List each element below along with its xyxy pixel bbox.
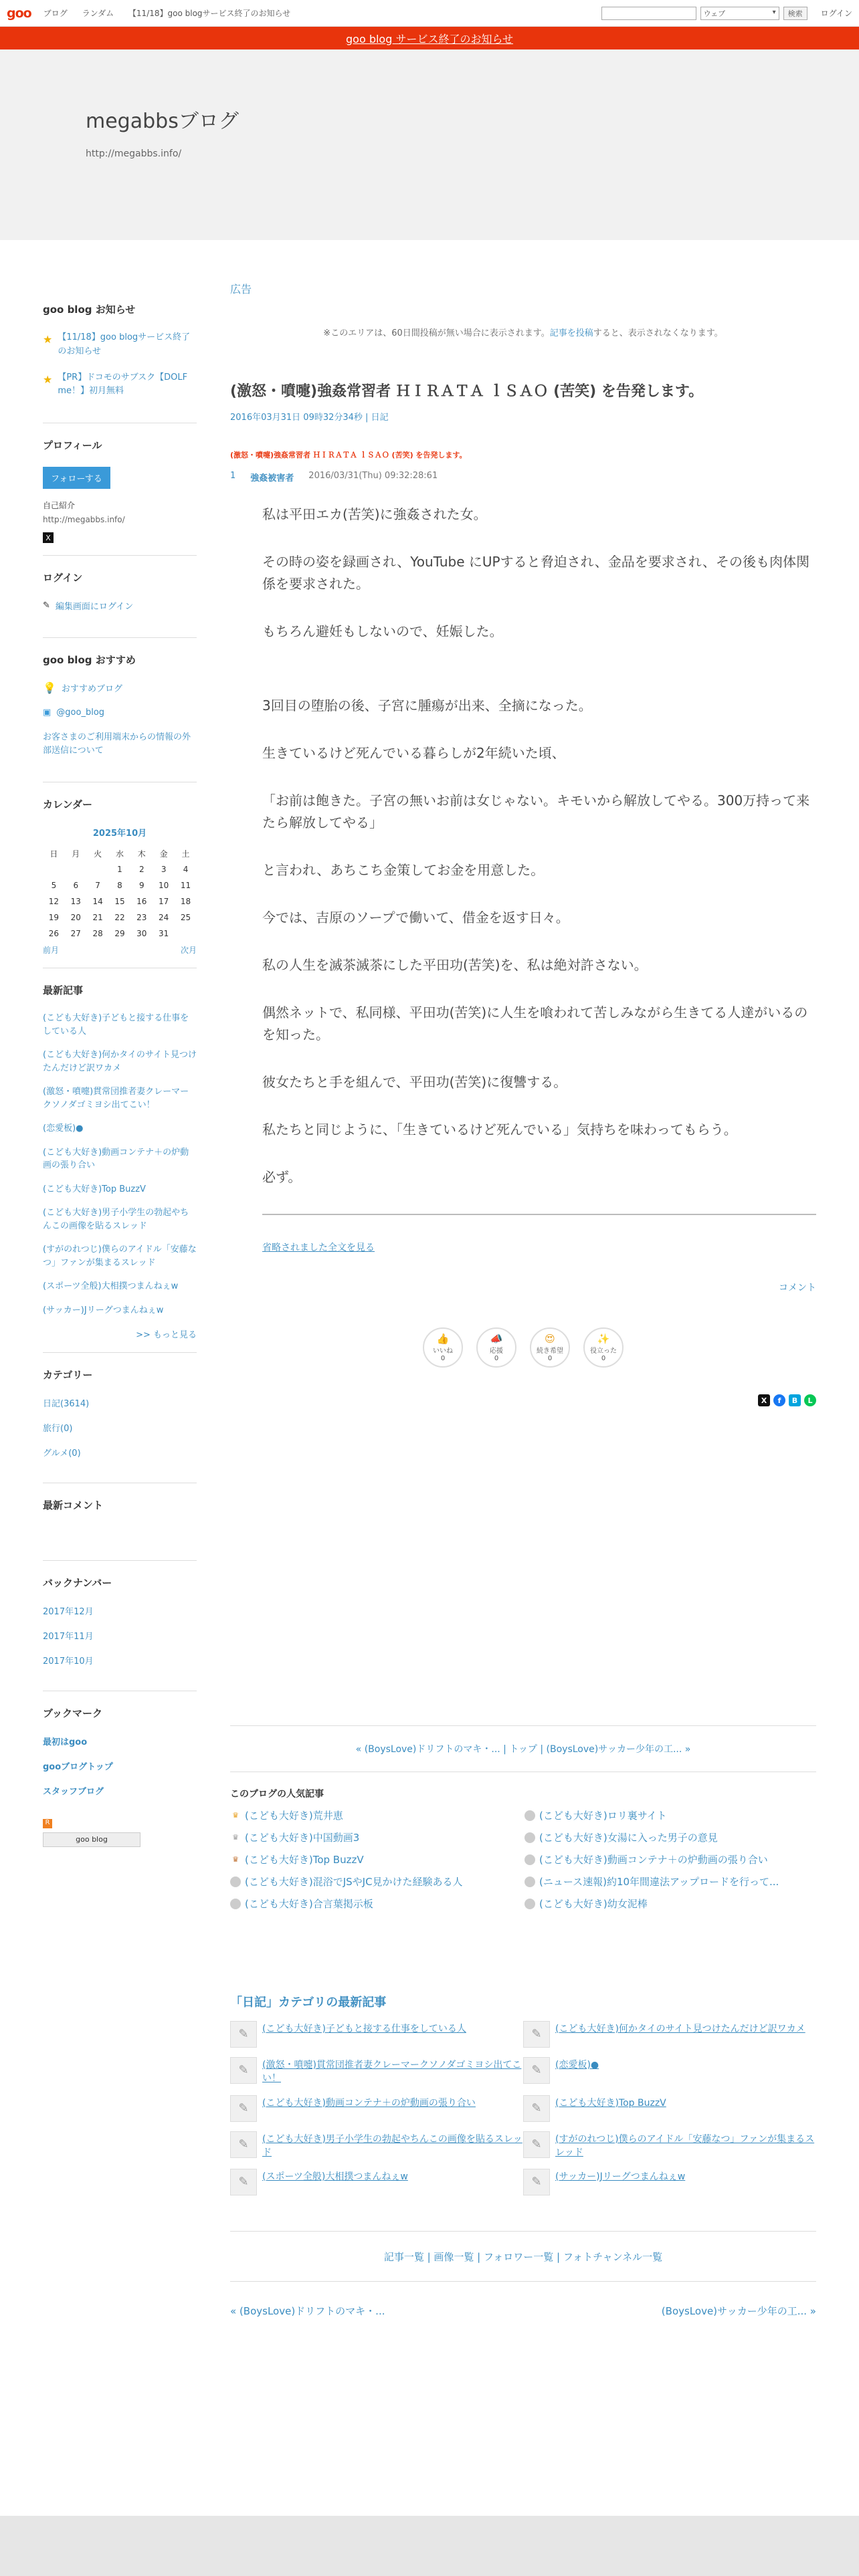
reaction-helpful[interactable]: ✨ 役立った 0 — [583, 1327, 624, 1368]
rank-dot-icon — [230, 1899, 241, 1909]
reaction-want-more[interactable]: 😍 続き希望 0 — [530, 1327, 570, 1368]
post-body — [262, 504, 811, 1188]
document-icon: ✎ — [230, 2021, 257, 2048]
news-item[interactable]: ★ 【PR】ドコモのサブスク【DOLF me！】初月無料 — [43, 371, 197, 399]
bottom-links — [230, 2231, 816, 2282]
post-pager-links[interactable]: « (BoysLove)ドリフトのマキ・... | トップ | (BoysLove)サッカー少年の工... » — [355, 1744, 691, 1755]
calendar-heading: カレンダー — [43, 798, 93, 811]
recommend-heading: goo blog おすすめ — [43, 654, 136, 667]
comment-author: 強姦被害者 — [250, 473, 294, 484]
document-icon: ✎ — [230, 2169, 257, 2195]
calendar-title: 2025年10月 — [92, 829, 147, 839]
category-section — [43, 1368, 197, 1483]
document-icon: ✎ — [523, 2169, 550, 2195]
follow-button[interactable]: フォローする — [43, 467, 110, 489]
document-icon: ✎ — [230, 2057, 257, 2084]
popular-item[interactable]: (こども大好き)合言葉掲示板 — [230, 1897, 524, 1911]
popular-item[interactable]: (こども大好き)動画コンテナ＋の炉動画の張り合い — [524, 1852, 816, 1866]
category-latest-item[interactable]: ✎ (こども大好き)動画コンテナ＋の炉動画の張り合い — [230, 2095, 523, 2122]
category-latest-item[interactable]: ✎ (こども大好き)何かタイのサイト見つけたんだけど訳ワカメ — [523, 2021, 816, 2048]
pencil-icon: ✎ — [43, 601, 50, 611]
recent-post-item[interactable]: (こども大好き)何かタイのサイト見つけたんだけど訳ワカメ — [43, 1050, 197, 1073]
bookmark-section — [43, 1706, 197, 1847]
next-post-link[interactable]: (BoysLove)サッカー少年の工... » — [661, 2304, 816, 2317]
recent-posts-heading: 最新記事 — [43, 984, 84, 997]
crown-icon: ♛ — [230, 1832, 241, 1843]
category-latest-item[interactable]: ✎ (激怒・噴嚏)貫常団推者妻クレーマークソノダゴミヨシ出てこい！ — [230, 2057, 523, 2086]
rank-dot-icon — [524, 1810, 535, 1821]
rank-dot-icon — [524, 1854, 535, 1865]
nav-random[interactable]: ランダム — [82, 9, 114, 18]
rank-dot-icon — [524, 1832, 535, 1843]
comment-header — [230, 471, 816, 484]
rank-dot-icon — [230, 1876, 241, 1887]
notice-link[interactable]: goo blog サービス終了のお知らせ — [346, 32, 513, 45]
news-heading: goo blog お知らせ — [43, 304, 136, 316]
recent-post-item[interactable]: (恋愛板)● — [43, 1123, 84, 1134]
nav-news[interactable]: 【11/18】goo blogサービス終了のお知らせ — [128, 9, 291, 18]
latest-comments-heading: 最新コメント — [43, 1499, 104, 1512]
rss-icon[interactable]: R — [43, 1819, 52, 1828]
search-scope-select[interactable]: ウェブ ▾ — [700, 7, 779, 20]
document-icon: ✎ — [230, 2131, 257, 2158]
notice-bar — [0, 27, 859, 49]
edit-login-link[interactable]: 編集画面にログイン — [55, 602, 134, 613]
profile-section — [43, 438, 197, 556]
category-latest-item[interactable]: ✎ (こども大好き)Top BuzzV — [523, 2095, 816, 2122]
login-section — [43, 570, 197, 638]
comment-number: 1 — [230, 471, 236, 481]
ad-heading: 広告 — [230, 283, 252, 296]
smile-icon: 😍 — [545, 1333, 555, 1345]
prev-month-link[interactable]: 前月 — [43, 946, 60, 956]
comment-link[interactable]: コメント — [779, 1283, 816, 1293]
bookmark-link[interactable]: 最初はgoo — [43, 1737, 88, 1748]
search-button[interactable]: 検索 — [783, 7, 807, 20]
body-paragraph: その時の姿を録画され、YouTube にUPすると脅迫され、金品を要求され、その後も肉体関係を要求された。 — [262, 554, 809, 592]
search-input[interactable] — [601, 7, 696, 20]
category-latest-item[interactable]: ✎ (すがのれつじ)僕らのアイドル「安藤なつ」ファンが集まるスレッド — [523, 2131, 816, 2160]
line-share-icon[interactable]: L — [804, 1394, 816, 1406]
reaction-cheer[interactable]: 📣 応援 0 — [476, 1327, 516, 1368]
calendar-section — [43, 797, 197, 968]
recent-posts-section — [43, 983, 197, 1353]
blog-title[interactable]: megabbsブログ — [86, 110, 239, 133]
lightbulb-icon: 💡 — [43, 681, 56, 695]
backnumber-heading: バックナンバー — [43, 1577, 112, 1590]
news-item[interactable]: ★ 【11/18】goo blogサービス終了のお知らせ — [43, 331, 197, 359]
recent-post-item[interactable]: (激怒・噴嚏)貫常団推者妻クレーマークソノダゴミヨシ出てこい！ — [43, 1087, 189, 1110]
news-section — [43, 302, 197, 423]
recent-post-item[interactable]: (スポーツ全般)大相撲つまんねぇw — [43, 1281, 179, 1292]
category-latest-item[interactable]: ✎ (恋愛板)● — [523, 2057, 816, 2086]
document-icon: ✎ — [523, 2021, 550, 2048]
login-heading: ログイン — [43, 572, 83, 584]
category-link[interactable]: グルメ(0) — [43, 1448, 81, 1459]
crown-icon: ♛ — [230, 1810, 241, 1821]
document-icon: ✎ — [523, 2057, 550, 2084]
body-paragraph: 3回目の堕胎の後、子宮に腫瘍が出来、全摘になった。 — [262, 697, 592, 714]
blog-header — [0, 49, 859, 240]
bottom-pager — [230, 2294, 816, 2327]
goo-blog-badge[interactable]: goo blog — [43, 1832, 140, 1847]
popular-item[interactable]: ♛ (こども大好き)Top BuzzV — [230, 1852, 524, 1866]
body-paragraph: 彼女たちと手を組んで、平田功(苦笑)に復讐する。 — [262, 1074, 567, 1090]
divider — [262, 1214, 816, 1215]
recent-post-item[interactable]: (こども大好き)Top BuzzV — [43, 1184, 146, 1194]
latest-comments-section — [43, 1498, 197, 1561]
recent-post-item[interactable]: (こども大好き)男子小学生の勃起やちんこの画像を貼るスレッド — [43, 1208, 189, 1231]
backnumber-section — [43, 1576, 197, 1691]
bookmark-link[interactable]: gooブログトップ — [43, 1762, 113, 1773]
recent-post-item[interactable]: (こども大好き)子どもと接する仕事をしている人 — [43, 1013, 189, 1037]
list-links[interactable]: 記事一覧 | 画像一覧 | フォロワー一覧 | フォトチャンネル一覧 — [383, 2250, 663, 2263]
crown-icon: ♛ — [230, 1854, 241, 1865]
bookmark-link[interactable]: スタッフブログ — [43, 1787, 104, 1798]
login-link[interactable]: ログイン — [820, 9, 852, 18]
popular-item[interactable]: (こども大好き)混浴でJSやJC見かけた経験ある人 — [230, 1874, 524, 1889]
content — [230, 281, 816, 2317]
recommend-blog-link[interactable]: おすすめブログ — [61, 684, 123, 695]
sidebar — [43, 302, 197, 1847]
next-month-link[interactable]: 次月 — [180, 946, 197, 956]
popular-heading: このブログの人気記事 — [230, 1789, 324, 1800]
profile-heading: プロフィール — [43, 439, 102, 452]
body-paragraph: 生きているけど死んでいる暮らしが2年続いた頃、 — [262, 745, 565, 761]
nav-blog[interactable]: ブログ — [43, 9, 68, 18]
hatena-share-icon[interactable]: B — [789, 1394, 801, 1406]
star-icon: ★ — [43, 372, 53, 386]
category-latest-heading: 「日記」カテゴリの最新記事 — [230, 1996, 387, 2010]
blog-url: http://megabbs.info/ — [86, 148, 182, 159]
self-intro-label: 自己紹介 — [43, 501, 76, 511]
category-latest — [230, 1993, 816, 2195]
body-paragraph: もちろん避妊もしないので、妊娠した。 — [262, 623, 503, 639]
goo-logo[interactable]: goo — [7, 5, 31, 21]
read-more-link[interactable]: 省略されました全文を見る — [262, 1243, 375, 1253]
recommend-section — [43, 653, 197, 782]
share-buttons — [230, 1394, 816, 1406]
backnumber-link[interactable]: 2017年10月 — [43, 1656, 94, 1667]
post-meta[interactable]: 2016年03月31日 09時32分34秒 | 日記 — [230, 413, 389, 423]
thumbs-up-icon: 👍 — [436, 1333, 450, 1345]
popular-item[interactable]: (こども大好き)幼女泥棒 — [524, 1897, 816, 1911]
calendar-table: 日 月 火 水 木 金 土 1 2 3 4 5 6 7 8 9 10 11 12 13 14 15 16 17 18 19 20 21 22 23 24 25 26 27 28 29 30 31 — [48, 849, 191, 939]
goo-blog-twitter-link[interactable]: @goo_blog — [56, 708, 105, 718]
body-paragraph: 私の人生を滅茶滅茶にした平田功(苦笑)を、私は絶対許さない。 — [262, 957, 648, 973]
profile-url: http://megabbs.info/ — [43, 515, 125, 525]
x-share-icon[interactable]: X — [758, 1394, 770, 1406]
megaphone-icon: 📣 — [490, 1333, 503, 1345]
body-paragraph: 私たちと同じように、「生きているけど死んでいる」気持ちを味わってもらう。 — [262, 1121, 737, 1138]
category-latest-item[interactable]: ✎ (サッカー)Jリーグつまんねぇw — [523, 2169, 816, 2195]
post-article-link[interactable]: 記事を投稿 — [549, 328, 593, 338]
footer — [0, 2516, 859, 2576]
reaction-like[interactable]: 👍 いいね 0 — [423, 1327, 463, 1368]
recent-post-item[interactable]: (サッカー)Jリーグつまんねぇw — [43, 1305, 164, 1315]
category-latest-item[interactable]: ✎ (こども大好き)男子小学生の勃起やちんこの画像を貼るスレッド — [230, 2131, 523, 2160]
body-paragraph: 今では、吉原のソープで働いて、借金を返す日々。 — [262, 909, 569, 926]
popular-item[interactable]: (こども大好き)女湯に入った男子の意見 — [524, 1830, 816, 1844]
backnumber-link[interactable]: 2017年12月 — [43, 1607, 94, 1618]
body-paragraph: と言われ、あちこち金策してお金を用意した。 — [262, 862, 545, 878]
category-latest-item[interactable]: ✎ (スポーツ全般)大相撲つまんねぇw — [230, 2169, 523, 2195]
post-title: (激怒・噴嚏)強姦常習者 ＨＩＲＡＴＡ ｌＳＡＯ (苦笑) を告発します。 — [230, 383, 704, 400]
star-icon: ★ — [43, 333, 53, 346]
rank-dot-icon — [524, 1899, 535, 1909]
comment-date: 2016/03/31(Thu) 09:32:28:61 — [308, 471, 438, 481]
twitter-icon: ▣ — [43, 708, 52, 718]
recent-post-item[interactable]: (こども大好き)動画コンテナ＋の炉動画の張り合い — [43, 1147, 189, 1171]
body-paragraph: 「お前は飽きた。子宮の無いお前は女じゃない。キモいから解放してやる。300万持って来たら解放してやる」 — [262, 792, 810, 831]
backnumber-link[interactable]: 2017年11月 — [43, 1632, 94, 1642]
category-latest-item[interactable]: ✎ (こども大好き)子どもと接する仕事をしている人 — [230, 2021, 523, 2048]
popular-item[interactable]: ♛ (こども大好き)中国動画3 — [230, 1830, 524, 1844]
document-icon: ✎ — [523, 2131, 550, 2158]
x-share-icon[interactable]: X — [43, 532, 54, 543]
ad-note: ※このエリアは、60日間投稿が無い場合に表示されます。記事を投稿すると、表示されなくなります。 — [323, 328, 723, 338]
category-link[interactable]: 旅行(0) — [43, 1424, 73, 1434]
bookmark-heading: ブックマーク — [43, 1707, 102, 1720]
helpful-icon: ✨ — [597, 1333, 610, 1345]
rank-dot-icon — [524, 1876, 535, 1887]
category-heading: カテゴリー — [43, 1369, 93, 1382]
external-transmission-link[interactable]: お客さまのご利用端末からの情報の外部送信について — [43, 732, 191, 756]
facebook-share-icon[interactable]: f — [773, 1394, 785, 1406]
popular-item[interactable]: (こども大好き)ロリ裏サイト — [524, 1808, 816, 1822]
popular-item[interactable]: ♛ (こども大好き)荒井恵 — [230, 1808, 524, 1822]
reactions — [230, 1327, 816, 1368]
document-icon: ✎ — [523, 2095, 550, 2122]
recent-post-item[interactable]: (すがのれつじ)僕らのアイドル「安藤なつ」ファンが集まるスレッド — [43, 1245, 197, 1268]
body-paragraph: 偶然ネットで、私同様、平田功(苦笑)に人生を喰われて苦しみながら生きてる人達がいるのを知った。 — [262, 1004, 808, 1043]
category-link[interactable]: 日記(3614) — [43, 1399, 90, 1410]
body-paragraph: 必ず。 — [262, 1169, 302, 1185]
post-subheading: (激怒・噴嚏)強姦常習者 ＨＩＲＡＴＡ ｌＳＡＯ (苦笑) を告発します。 — [230, 451, 467, 459]
prev-post-link[interactable]: « (BoysLove)ドリフトのマキ・... — [230, 2304, 385, 2317]
body-paragraph: 私は平田エカ(苦笑)に強姦された女。 — [262, 506, 487, 522]
popular-item[interactable]: (ニュース速報)約10年間違法アップロードを行って... — [524, 1874, 816, 1889]
popular-posts — [230, 1787, 816, 1911]
more-posts-link[interactable]: >> もっと見る — [136, 1330, 197, 1341]
post-pager — [230, 1725, 816, 1772]
document-icon: ✎ — [230, 2095, 257, 2122]
top-bar — [0, 0, 859, 27]
